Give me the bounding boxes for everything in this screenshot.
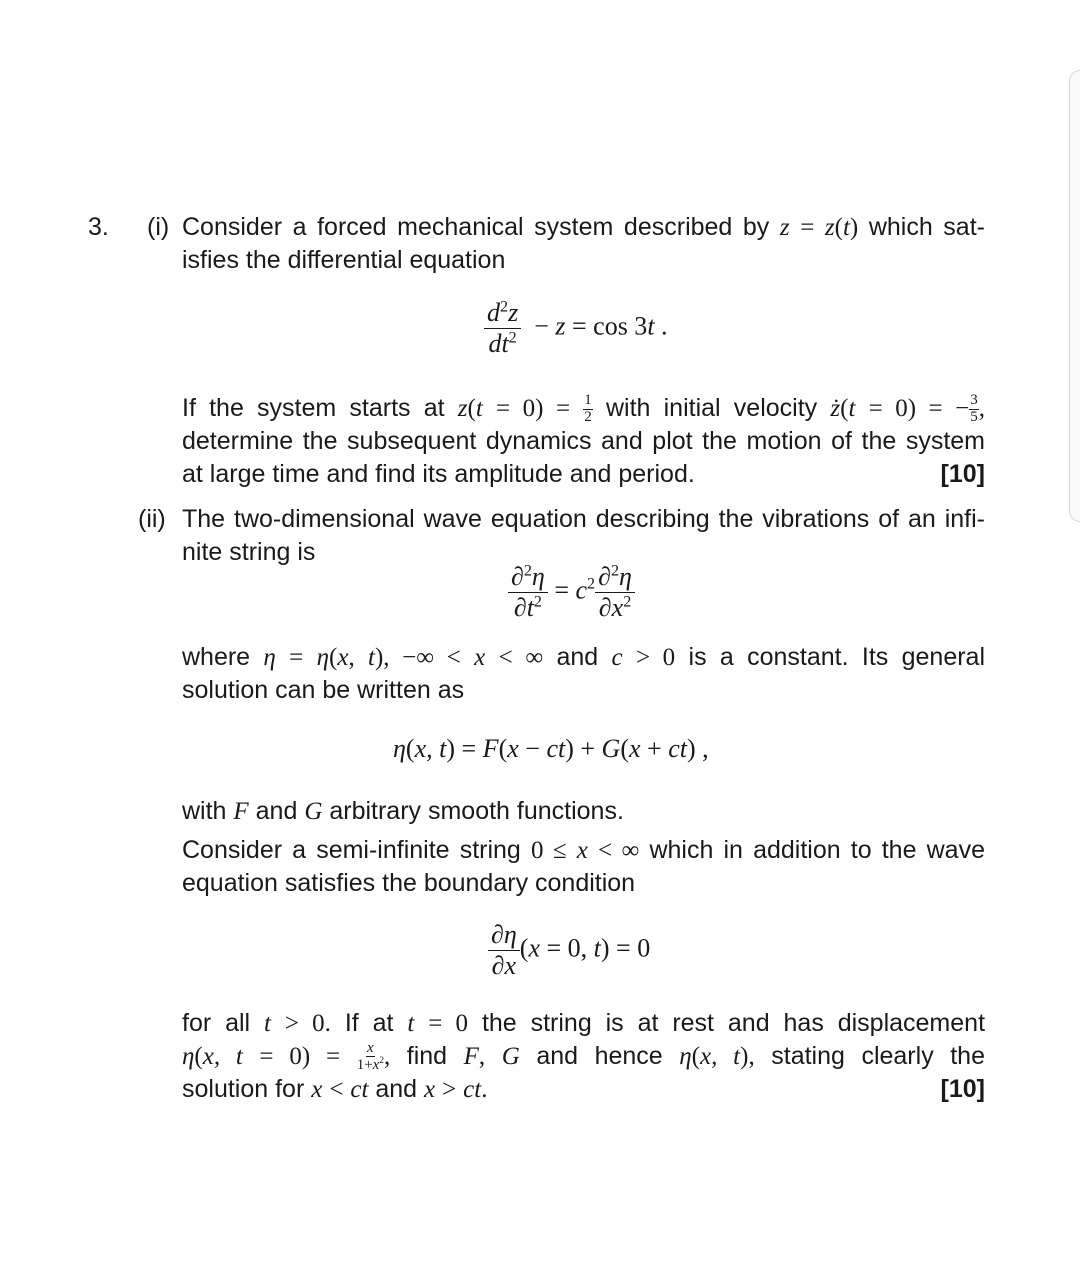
part-ii-intro-line2: nite string is (182, 538, 316, 566)
question-number: 3. (88, 213, 109, 241)
part-ii-with-line: with F and G arbitrary smooth functions. (182, 797, 624, 825)
part-ii-initial-line1: for all t > 0. If at t = 0 the string is at rest and has displacement (182, 1009, 986, 1037)
part-i-intro-line1: Consider a forced mechanical system described by z = z(t) which sat- (182, 213, 985, 241)
part-i-intro-line2: isfies the differential equation (182, 246, 506, 274)
part-ii-where-line1: where η = η(x, t), −∞ < x < ∞ and c > 0 is a constant. Its general (182, 643, 985, 671)
part-ii-marks: [10] (940, 1075, 985, 1103)
part-ii-semi-infinite-line2: equation satisfies the boundary condition (182, 869, 636, 897)
general-solution-equation: η(x, t) = F(x − ct) + G(x + ct) , (393, 734, 709, 763)
boundary-condition-equation: $\frac{\partial\eta}{\partial x}$ (x = 0, t) = 0 (488, 920, 650, 981)
part-ii-solution-line: solution for x < ct and x > ct. (182, 1075, 488, 1103)
ode-equation: $\frac{d^2z}{dt^2}$ − z = cos 3t . (484, 298, 668, 359)
part-ii-intro-line1: The two-dimensional wave equation describing the vibrations of an infi- (182, 505, 985, 533)
part-i-task-line1: determine the subsequent dynamics and plot the motion of the system (182, 427, 985, 455)
wave-equation: $\frac{\partial^2\eta}{\partial t^2}$ = $c^2$ $\frac{\partial^2\eta}{\partial x^2}$ (508, 562, 635, 623)
part-ii-label: (ii) (138, 505, 166, 533)
part-ii-semi-infinite-line1: Consider a semi-infinite string 0 ≤ x < ∞ which in addition to the wave (182, 836, 985, 864)
part-ii-where-line2: solution can be written as (182, 676, 465, 704)
part-i-task-line2: at large time and find its amplitude and period. (182, 460, 695, 488)
scrollbar-edge[interactable] (1069, 70, 1080, 522)
part-i-initial-conditions: If the system starts at z(t = 0) = $\frac{1}{2}$ with initial velocity ż(t = 0) = − $\frac{3}{5}$ , (182, 392, 985, 425)
part-i-marks: [10] (940, 460, 985, 488)
part-i-label: (i) (147, 213, 170, 241)
part-ii-initial-line2: η(x, t = 0) = $\frac{x}{1+x^2}$ , find F, G and hence η(x, t), stating clearly the (182, 1039, 985, 1074)
